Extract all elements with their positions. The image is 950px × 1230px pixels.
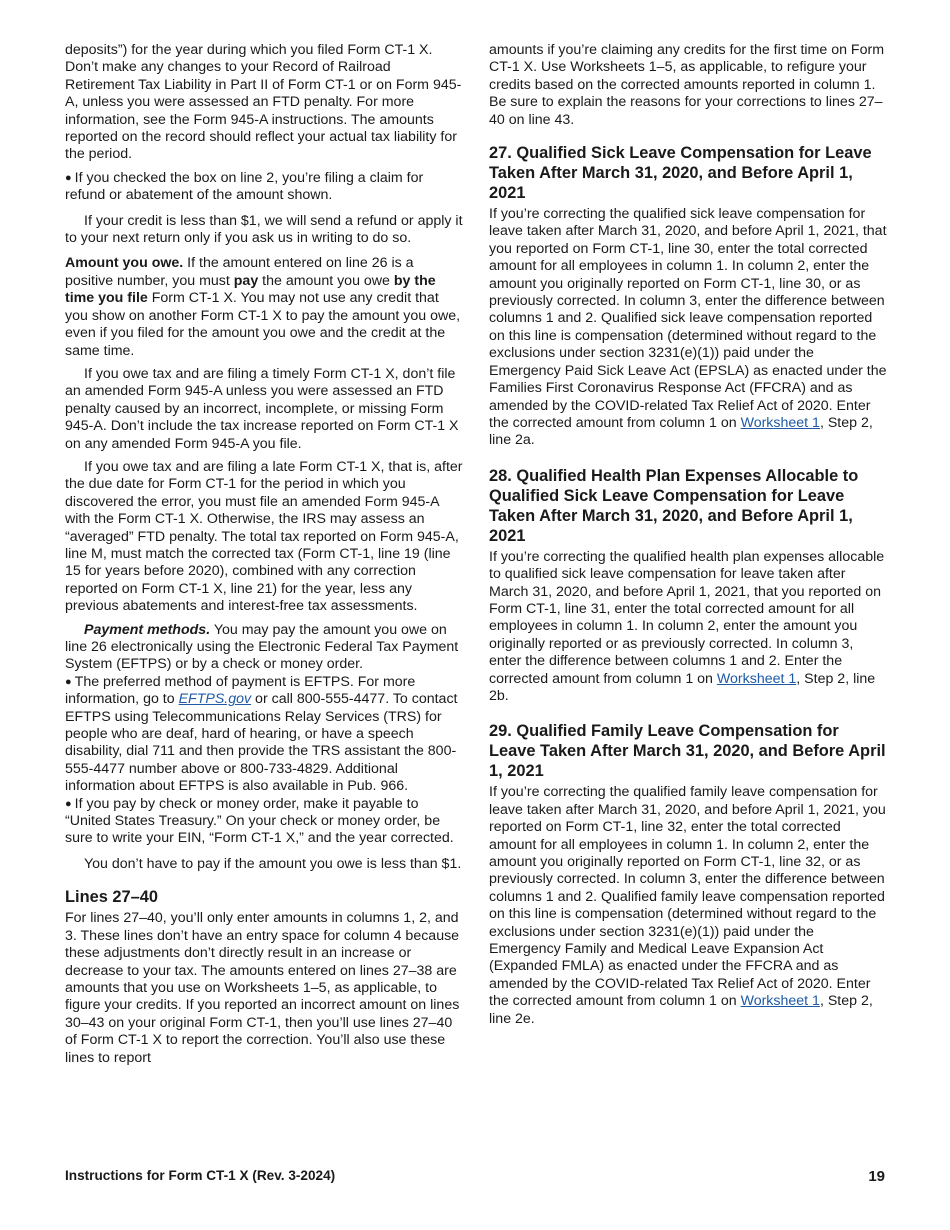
paragraph-deposits: deposits”) for the year during which you filed Form CT-1 X. Don’t make any changes to your Record of Railroad Retirement Tax Liability in Part II of Form CT-1 or on Form 945-A, unless you were assessed an FTD penalty. For more information, see the Form 945-A instructions. The amounts reported on the record should reflect your actual tax liability for the period. xyxy=(65,42,462,163)
bullet-icon: ● xyxy=(65,675,72,688)
heading-line-27: 27. Qualified Sick Leave Compensation for Leave Taken After March 31, 2020, and Before April 1, 2021 xyxy=(489,144,872,203)
paragraph-payment-methods xyxy=(65,622,463,674)
amount-owe-text-3: Form CT-1 X. You may not use any credit that you show on another Form CT-1 X to pay the amount you owe, even if you filed for the amount you owe and the credit at the same time. xyxy=(65,290,461,359)
amount-owe-text-2: the amount you owe xyxy=(258,272,394,289)
payment-methods-text: You may pay the amount you owe on line 26 electronically using the Electronic Federal Tax Payment System (EFTPS) or by a check or money order. xyxy=(65,621,459,673)
paragraph-late: If you owe tax and are filing a late Form CT-1 X, that is, after the due date for Form CT-1 for the period in which you discovered the error, you must file an amended Form 945-A with the Form CT-1 X. Otherwise, the IRS may assess an “averaged” FTD penalty. The total tax reported on Form 945-A, line M, must match the corrected tax (Form CT-1, line 19 (line 15 for years before 2020), combined with any correction reported on Form CT-1 X, line 21) for the year, less any previous abatements and interest-free tax assessments. xyxy=(65,458,463,615)
line-27-text: If you’re correcting the qualified sick leave compensation for leave taken after March 31, 2020, and before April 1, 2021, that you reported on Form CT-1, line 30, enter the total corrected amount for all employees in column 1. In column 2, enter the amount you originally reported on Form CT-1, line 30, or as previously corrected. In column 3, enter the difference between columns 1 and 2. Qualified sick leave compensation reported on this line is compensation (determined without regard to the exclusions under section 3231(e)(1)) paid under the Emergency Paid Sick Leave Act (EPSLA) as enacted under the Families First Coronavirus Response Act (FFCRA) and as amended by the COVID-related Tax Relief Act of 2020. Enter the corrected amount from column 1 on xyxy=(489,206,887,431)
eftps-text-2: or call 800-555-4477. To contact EFTPS using Telecommunications Relay Services (TRS) for people who are deaf, hard of hearing, or have a speech disability, dial 711 and then provide the TRS assistant the 800-555-4477 number above or 800-733-4829. Additional information about EFTPS is also available in Pub. 966. xyxy=(65,691,458,795)
amount-owe-text-1: If the amount entered on line 26 is a positive number, you must xyxy=(65,255,414,289)
check-text: If you pay by check or money order, make it payable to “United States Treasury.” On your check or money order, be sure to write your EIN, “Form CT-1 X,” and the year corrected. xyxy=(65,795,454,847)
amount-owe-heading: Amount you owe. xyxy=(65,255,184,272)
line-29-end: , Step 2, line 2e. xyxy=(489,993,873,1027)
line-28-text: If you’re correcting the qualified health plan expenses allocable to qualified sick leave compensation for leave taken after March 31, 2020, and before April 1, 2021, that you reported on Form CT-1, line 31, enter the total corrected amount for all employees in column 1. In column 2, enter the amount you originally reported or as previously corrected. In column 3, enter the difference between columns 1 and 2. Enter the corrected amount from column 1 on xyxy=(489,548,885,687)
page-number: 19 xyxy=(868,1168,885,1185)
line-29-text: If you’re correcting the qualified family leave compensation for leave taken after March 31, 2020, and before April 1, 2021, you reported on Form CT-1, line 32, enter the total corrected amount for all employees in column 1. In column 2, enter the amount you originally reported on Form CT-1, line 32, or as previously corrected. In column 3, enter the difference between columns 1 and 2. Qualified family leave compensation reported on this line is compensation (determined without regard to the exclusions under section 3231(e)(1)) paid under the Emergency Family and Medical Leave Expansion Act (Expanded FMLA) as enacted under the FFCRA and as amended by the COVID-related Tax Relief Act of 2020. Enter the corrected amount from column 1 on xyxy=(489,784,886,1010)
eftps-text-1: The preferred method of payment is EFTPS. For more information, go to xyxy=(65,673,416,708)
bullet-text: If you checked the box on line 2, you’re filing a claim for refund or abatement of the amount shown. xyxy=(65,169,424,204)
line-28-end: , Step 2, line 2b. xyxy=(489,670,876,704)
eftps-link[interactable]: EFTPS.gov xyxy=(178,691,252,708)
footer-title: Instructions for Form CT-1 X (Rev. 3-2024) xyxy=(65,1168,336,1183)
right-column xyxy=(489,42,887,1034)
left-column xyxy=(65,42,463,1073)
page-footer xyxy=(65,1168,885,1183)
paragraph-line-28 xyxy=(489,549,887,706)
amount-owe-bold-time: by the time you file xyxy=(65,272,436,307)
worksheet-1-link[interactable]: Worksheet 1 xyxy=(740,993,820,1010)
worksheet-1-link[interactable]: Worksheet 1 xyxy=(740,414,820,431)
paragraph-amounts-claiming: amounts if you’re claiming any credits for the first time on Form CT-1 X. Use Worksheets 1–5, as applicable, to refigure your credits based on the corrected amounts reported in column 1. Be sure to explain the reasons for your corrections to lines 27–40 on line 43. xyxy=(489,42,885,128)
paragraph-line-29 xyxy=(489,784,887,1028)
worksheet-1-link[interactable]: Worksheet 1 xyxy=(716,670,797,687)
paragraph-amount-owe xyxy=(65,255,463,359)
paragraph-credit-less: If your credit is less than $1, we will send a refund or apply it to your next return only if you ask us in writing to do so. xyxy=(65,212,463,247)
paragraph-lines-27-40: For lines 27–40, you’ll only enter amounts in columns 1, 2, and 3. These lines don’t have an entry space for column 4 because these adjustments don’t directly result in an increase or decrease to your tax. The amounts entered on lines 27–38 are amounts that you use on Worksheets 1–5, as applicable, to figure your credits. If you reported an incorrect amount on lines 30–43 on your original Form CT-1, then you’ll use lines 27–40 of Form CT-1 X to report the correction. You’ll also use these lines to report xyxy=(65,910,460,1066)
bullet-icon: ● xyxy=(65,171,72,184)
bullet-check xyxy=(65,796,463,848)
paragraph-line-27 xyxy=(489,206,887,450)
line-27-end: , Step 2, line 2a. xyxy=(489,414,873,449)
amount-owe-bold-pay: pay xyxy=(233,272,259,289)
bullet-claim-refund xyxy=(65,170,463,205)
bullet-icon: ● xyxy=(65,797,72,810)
heading-lines-27-40: Lines 27–40 xyxy=(65,888,158,907)
bullet-eftps xyxy=(65,674,463,796)
heading-line-29: 29. Qualified Family Leave Compensation for Leave Taken After March 31, 2020, and Before April 1, 2021 xyxy=(489,722,886,781)
payment-methods-heading: Payment methods. xyxy=(84,621,211,638)
paragraph-timely: If you owe tax and are filing a timely Form CT-1 X, don’t file an amended Form 945-A unless you were assessed an FTD penalty caused by an incorrect, incomplete, or missing Form 945-A. Don’t include the tax increase reported on Form CT-1 X on any amended Form 945-A you file. xyxy=(65,365,459,452)
paragraph-less-than-1: You don’t have to pay if the amount you owe is less than $1. xyxy=(84,855,462,872)
heading-line-28: 28. Qualified Health Plan Expenses Allocable to Qualified Sick Leave Compensation for Leave Taken After March 31, 2020, and Before April 1, 2021 xyxy=(489,466,859,545)
